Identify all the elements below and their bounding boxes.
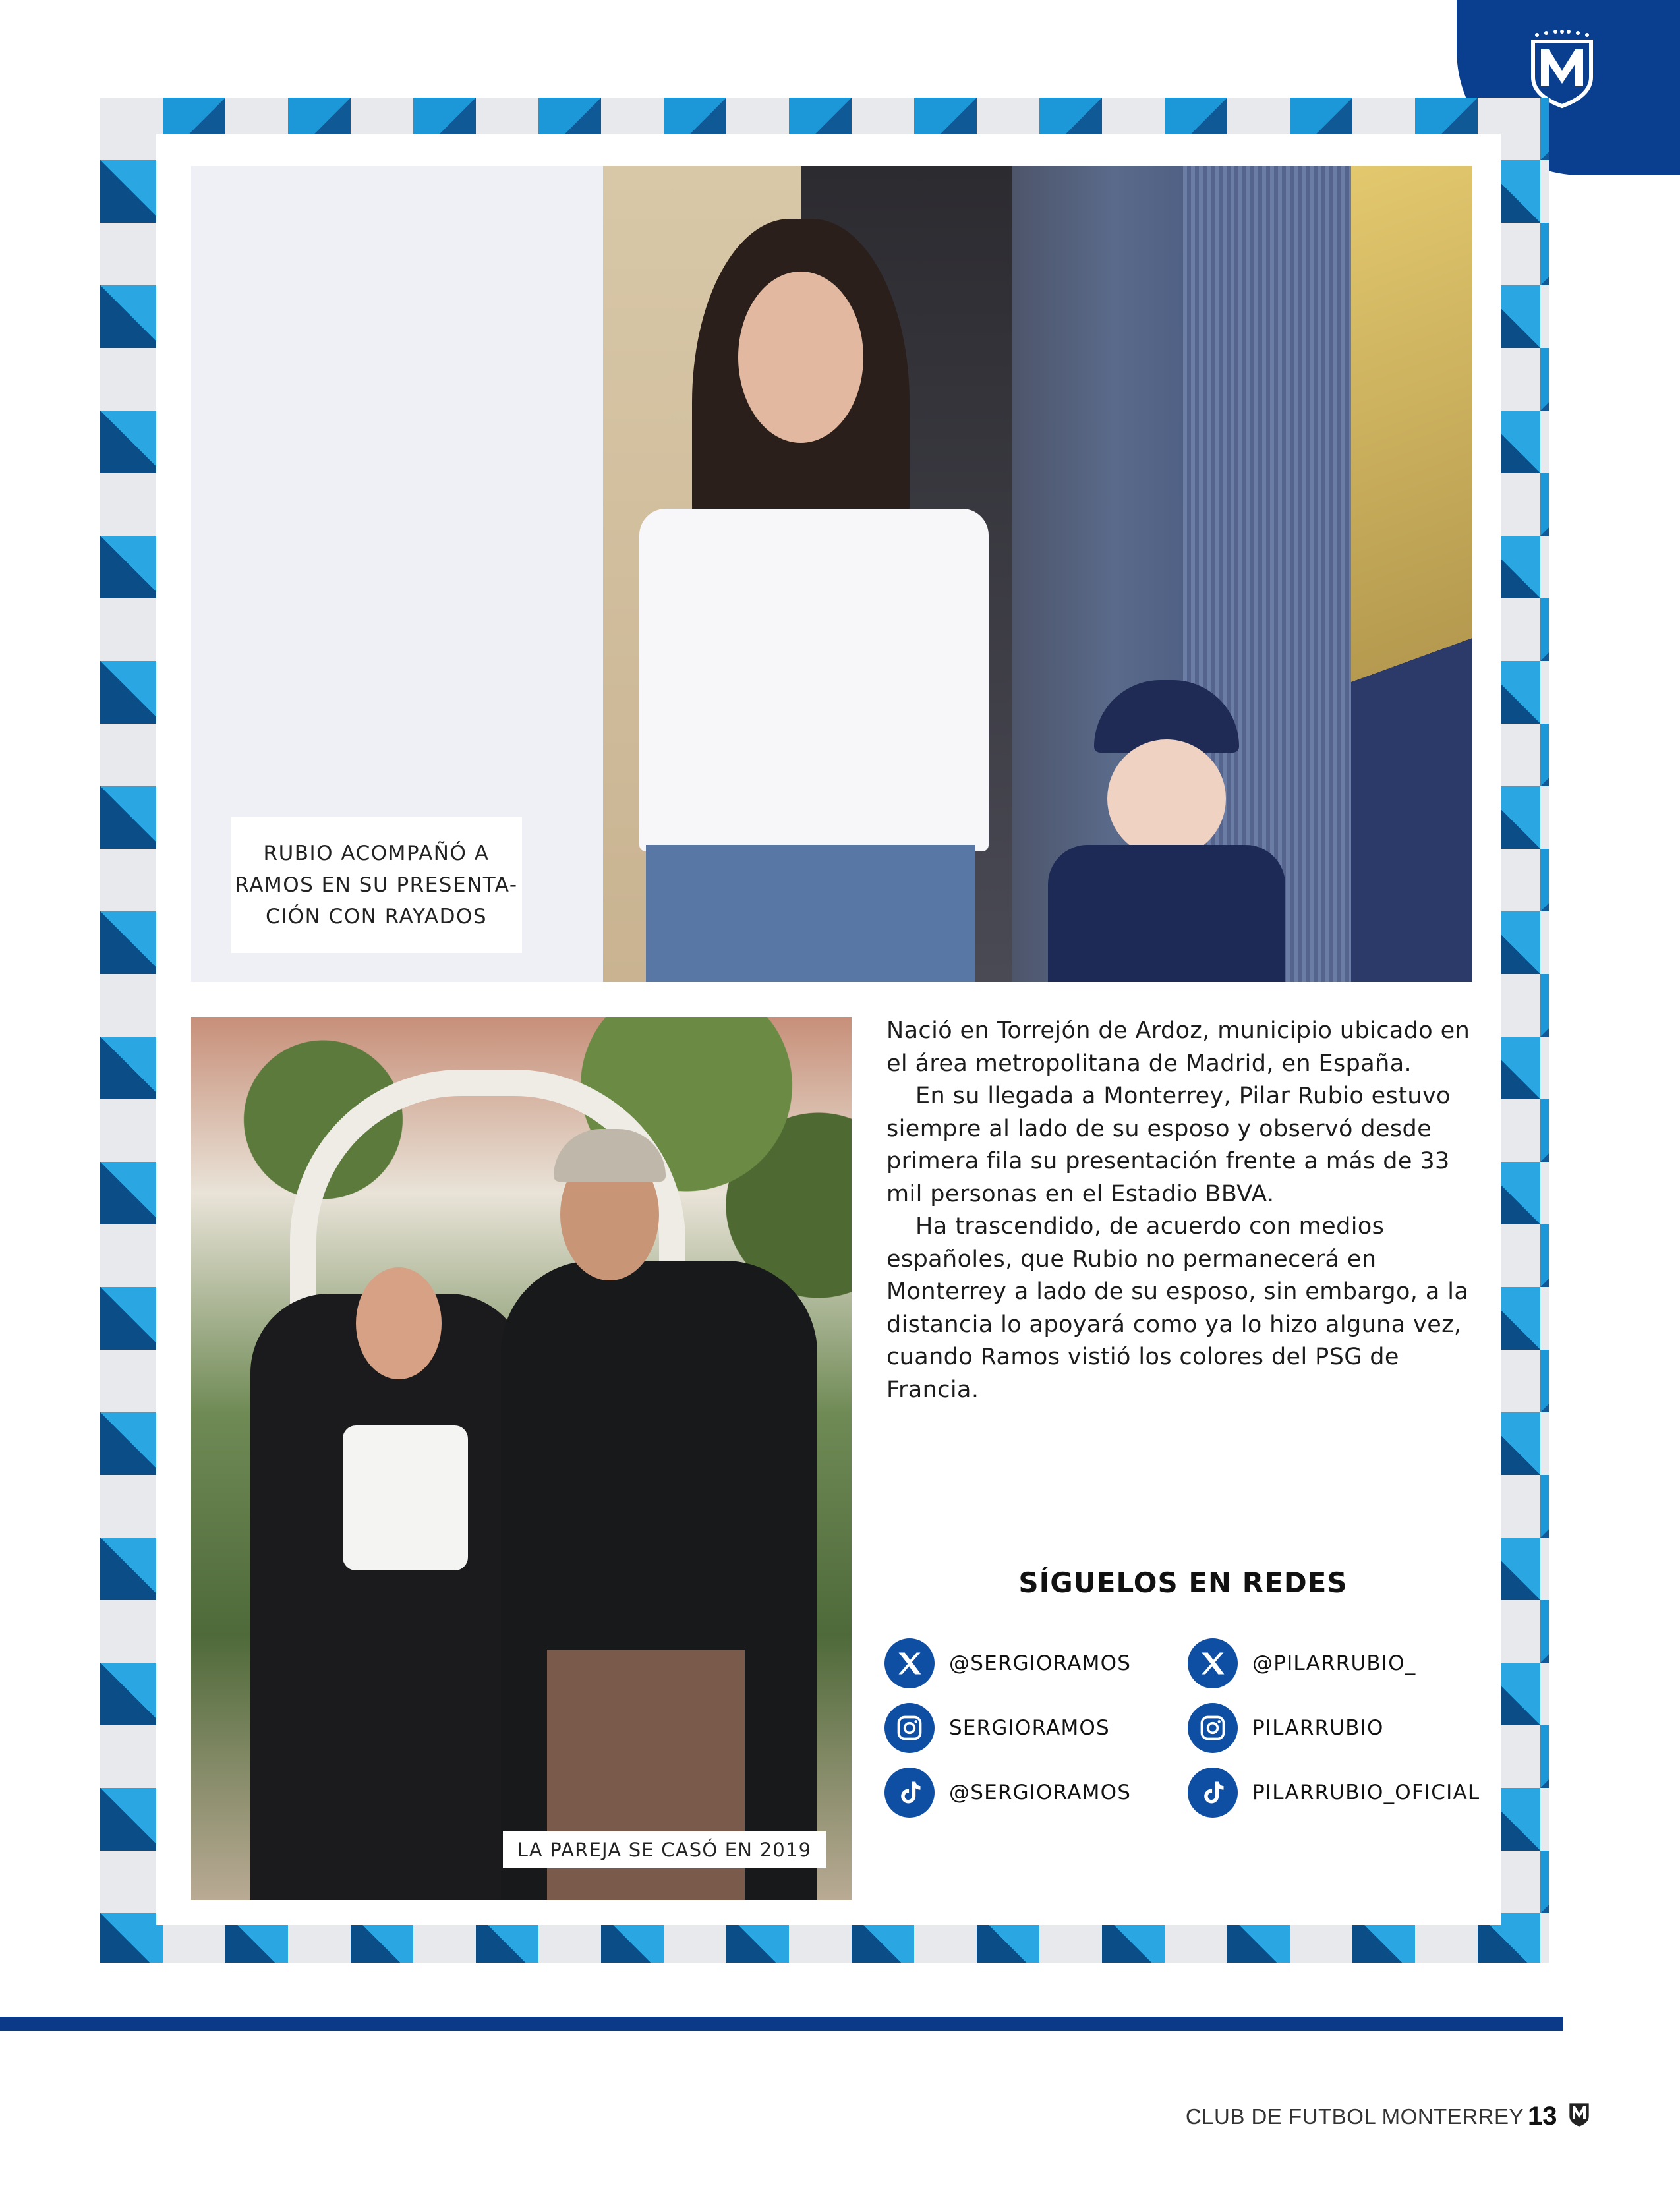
- face-shape: [738, 272, 863, 443]
- social-handle: PILARRUBIO_OFICIAL: [1252, 1781, 1480, 1804]
- caption-line: RAMOS EN SU PRESENTA-: [235, 873, 518, 897]
- caption-bottom-photo: LA PAREJA SE CASÓ EN 2019: [503, 1831, 826, 1868]
- photo-couple: [191, 1017, 852, 1900]
- footer-publication: CLUB DE FUTBOL MONTERREY: [1185, 2104, 1524, 2129]
- woman-face-shape: [356, 1267, 442, 1379]
- article-body: [886, 1015, 1480, 1406]
- social-handle: @PILARRUBIO_: [1252, 1652, 1416, 1675]
- social-link-pilar-tiktok[interactable]: [1188, 1766, 1480, 1819]
- instagram-icon: [884, 1703, 935, 1753]
- tiktok-icon: [1188, 1768, 1238, 1818]
- photo-foreground-person: [1351, 166, 1472, 982]
- tiktok-icon: [884, 1768, 935, 1818]
- social-handle: @SERGIORAMOS: [949, 1781, 1132, 1804]
- social-link-sergio-x[interactable]: [884, 1637, 1131, 1690]
- page-number: 13: [1528, 2102, 1557, 2131]
- caption-line: RUBIO ACOMPAÑÓ A: [263, 842, 490, 865]
- social-link-pilar-x[interactable]: [1188, 1637, 1416, 1690]
- boy-face-shape: [1107, 739, 1226, 858]
- photo-boy-figure: [1048, 680, 1285, 982]
- social-link-sergio-instagram[interactable]: [884, 1702, 1110, 1754]
- instagram-icon: [1188, 1703, 1238, 1753]
- x-icon: [1188, 1638, 1238, 1688]
- social-link-sergio-tiktok[interactable]: [884, 1766, 1131, 1819]
- woman-top-shape: [343, 1425, 468, 1570]
- jeans-shape: [646, 845, 975, 982]
- article-paragraph: Nació en Torrejón de Ardoz, municipio ubicado en el área metropolitana de Madrid, en España.: [886, 1018, 1470, 1077]
- caption-top-photo: [231, 817, 522, 953]
- jacket-shape: [1048, 845, 1285, 982]
- article-paragraph: Ha trascendido, de acuerdo con medios españoles, que Rubio no permanecerá en Monterrey a lado de su esposo, sin embargo, a la distancia lo apoyará como ya lo hizo alguna vez, cuando Ramos vistió los colores del PSG de Francia.: [886, 1213, 1469, 1403]
- social-handle: PILARRUBIO: [1252, 1716, 1384, 1740]
- footer-bar: [0, 2017, 1563, 2031]
- article-paragraph: En su llegada a Monterrey, Pilar Rubio estuvo siempre al lado de su esposo y observó desde primera fila su presentación frente a más de 33 mil personas en el Estadio BBVA.: [886, 1083, 1451, 1207]
- social-handle: SERGIORAMOS: [949, 1716, 1110, 1740]
- social-handle: @SERGIORAMOS: [949, 1652, 1132, 1675]
- monterrey-crest-small-icon: [1567, 2101, 1591, 2127]
- monterrey-crest-icon: [1528, 30, 1596, 109]
- white-shirt-shape: [639, 509, 989, 851]
- x-icon: [884, 1638, 935, 1688]
- social-link-pilar-instagram[interactable]: [1188, 1702, 1384, 1754]
- caption-line: CIÓN CON RAYADOS: [265, 905, 488, 929]
- social-heading: SÍGUELOS EN REDES: [1018, 1567, 1348, 1599]
- photo-woman-figure: [620, 206, 1015, 982]
- woman-body-shape: [250, 1294, 527, 1900]
